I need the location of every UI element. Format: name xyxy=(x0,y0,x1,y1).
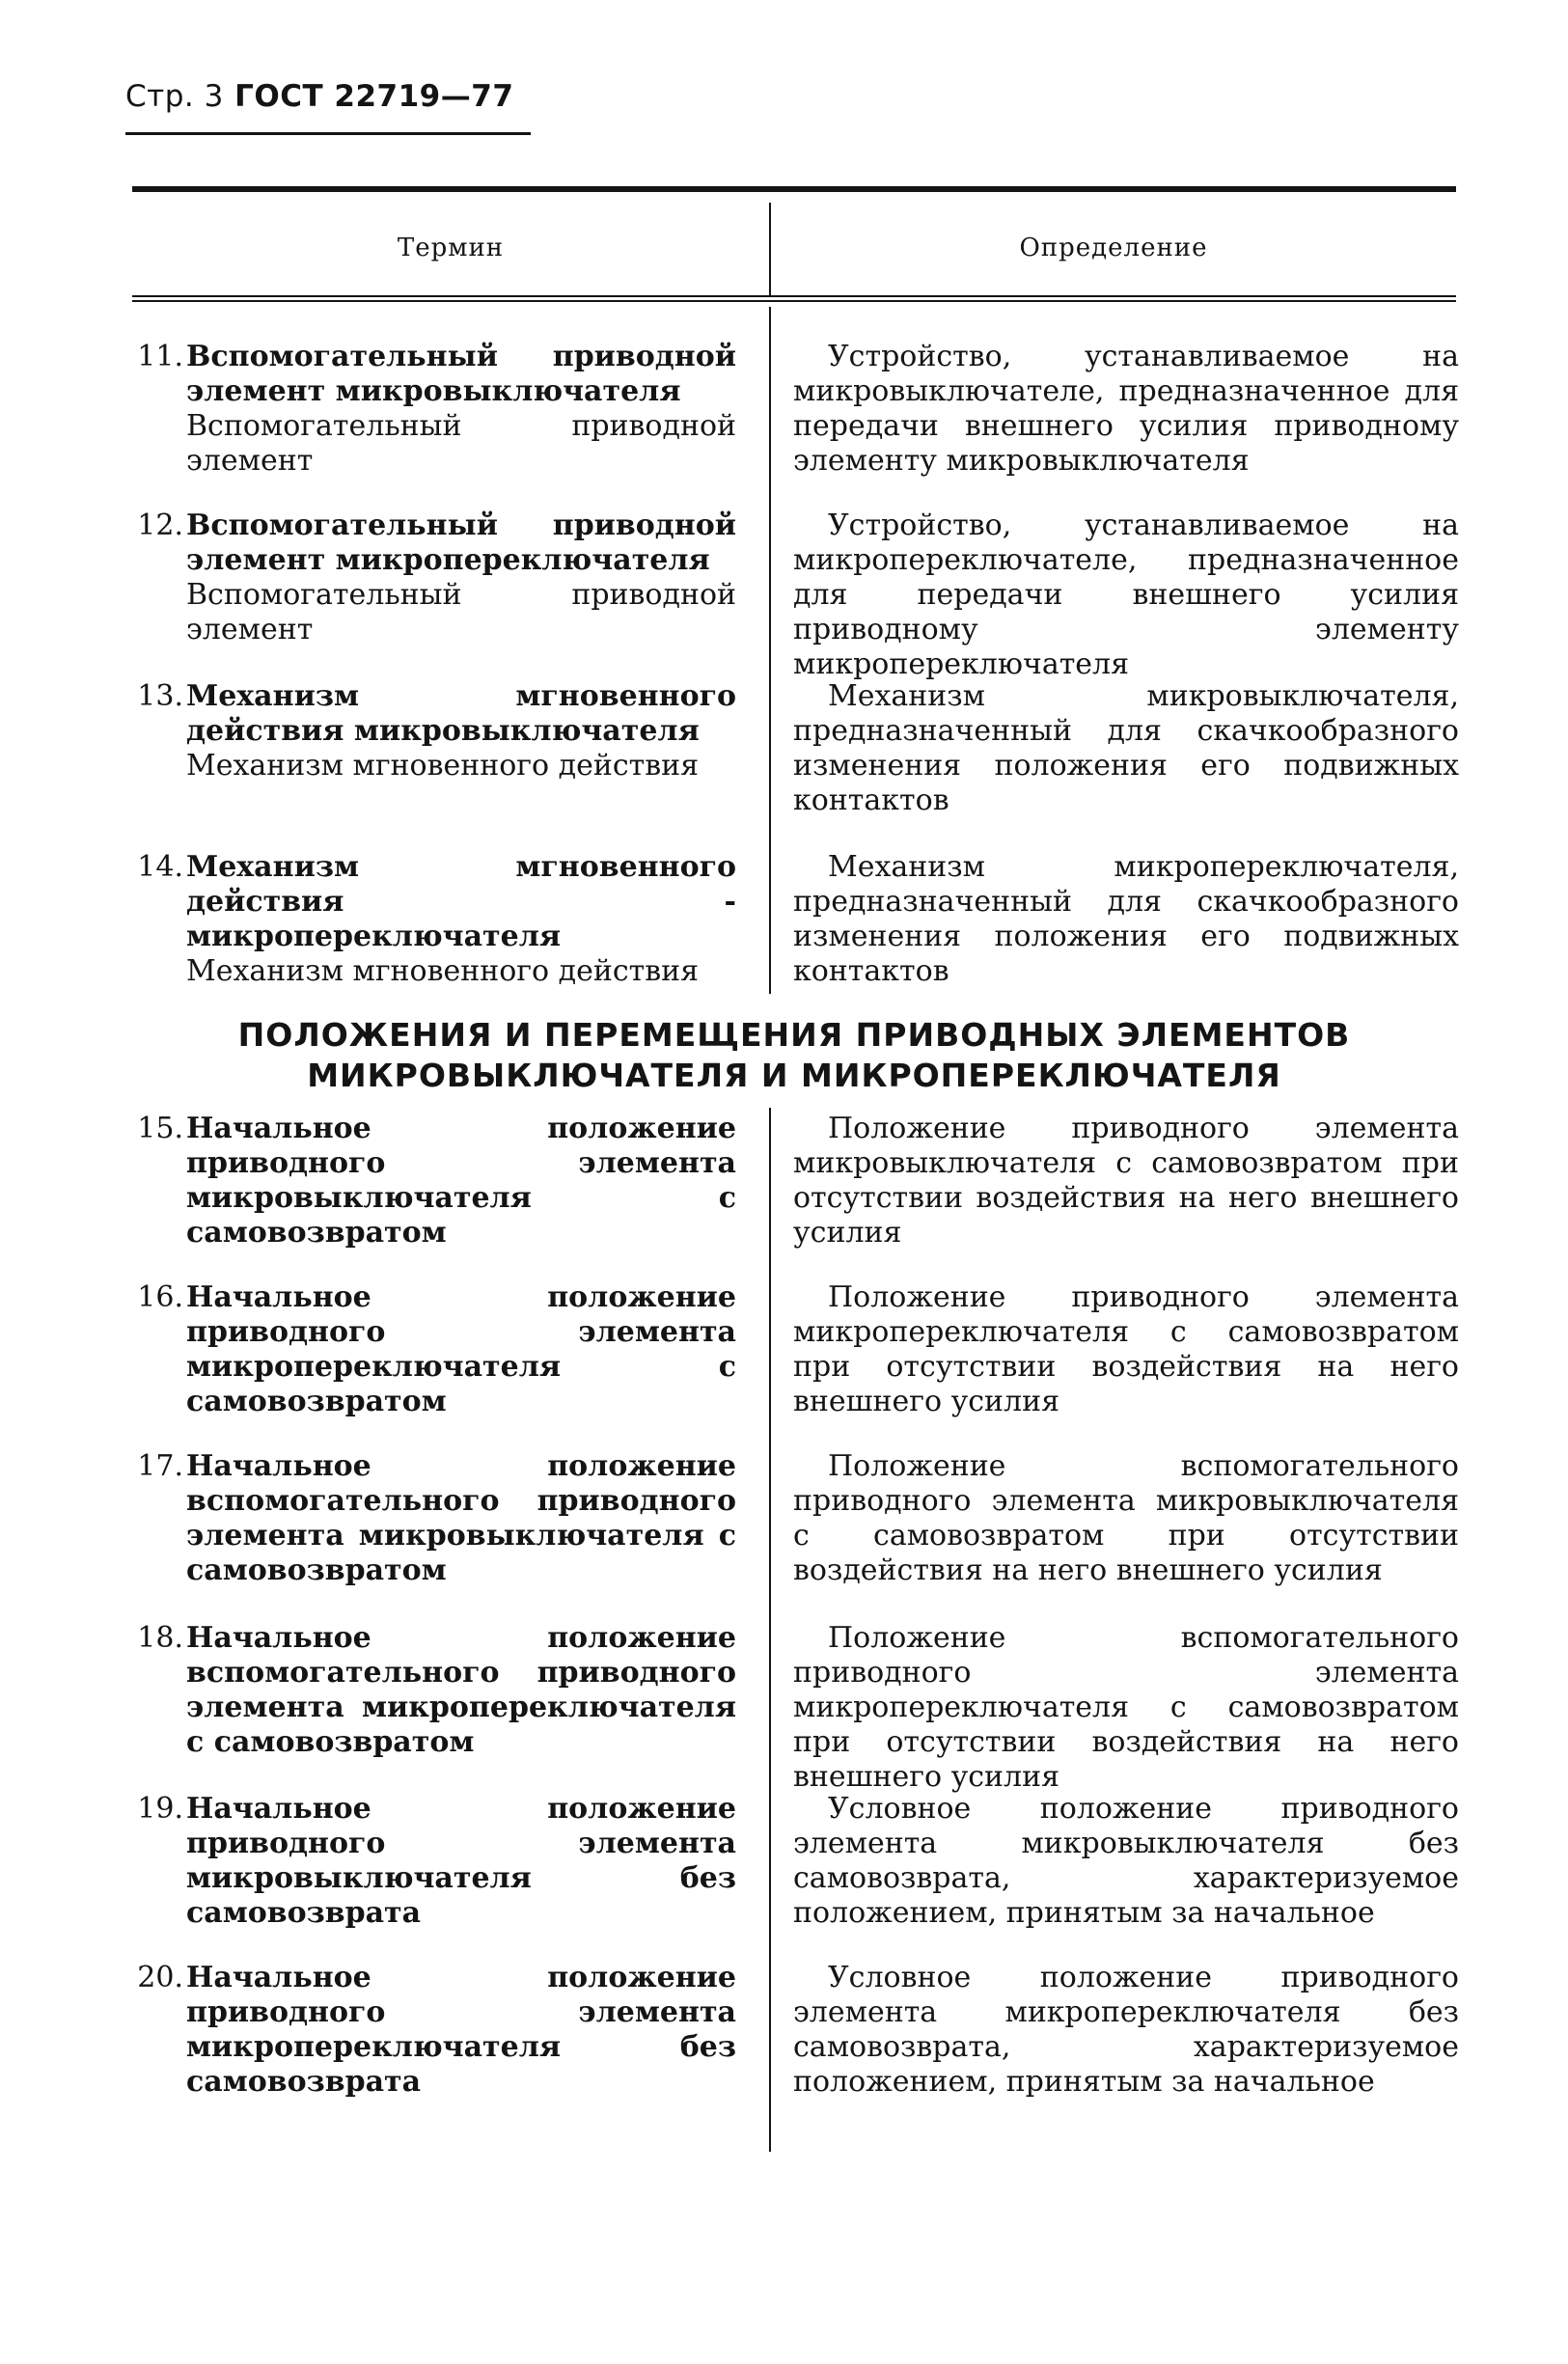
term-title: Начальное положение вспомогательного приводного элемента микропереключателя с самовозвратом xyxy=(186,1621,736,1759)
term-number: 14. xyxy=(137,850,183,884)
table-header-rule xyxy=(132,295,1456,297)
term-number: 12. xyxy=(137,509,183,542)
term-title: Вспомогательный приводной элемент микровыключателя xyxy=(186,340,736,408)
term-short: Механизм мгновенного действия xyxy=(186,749,700,783)
table-header-rule-double xyxy=(132,300,1456,302)
term-short: Механизм мгновенного действия xyxy=(186,954,700,988)
term-cell xyxy=(186,1280,736,1419)
definition-cell: Условное положение приводного элемента микропереключателя без самовозврата, характеризуемое положением, принятым за начальное xyxy=(793,1961,1459,2099)
definition-cell: Положение приводного элемента микровыключателя с самовозвратом при отсутствии воздействия на него внешнего усилия xyxy=(793,1112,1459,1250)
definition-cell: Устройство, устанавливаемое на микровыключателе, предназначенное для передачи внешнего усилия приводному элементу микровыключателя xyxy=(793,340,1459,478)
header-underline xyxy=(125,132,531,135)
definition-cell: Механизм микровыключателя, предназначенный для скачкообразного изменения положения его подвижных контактов xyxy=(793,679,1459,817)
column-header-definition: Определение xyxy=(1019,234,1208,262)
term-number: 11. xyxy=(137,340,183,373)
definition-cell: Устройство, устанавливаемое на микропереключателе, предназначенное для передачи внешнего усилия приводному элементу микропереключателя xyxy=(793,509,1459,681)
column-header-term: Термин xyxy=(397,234,505,262)
term-cell xyxy=(186,509,736,647)
term-title: Механизм мгновенного действия - микропереключателя xyxy=(186,850,736,953)
term-title: Механизм мгновенного действия микровыключателя xyxy=(186,679,736,748)
table-top-rule xyxy=(132,186,1456,192)
standard-code: ГОСТ 22719—77 xyxy=(234,79,514,114)
term-number: 17. xyxy=(137,1449,183,1483)
term-cell xyxy=(186,679,736,783)
section-title-line2: МИКРОВЫКЛЮЧАТЕЛЯ И МИКРОПЕРЕКЛЮЧАТЕЛЯ xyxy=(307,1057,1281,1094)
term-cell xyxy=(186,1621,736,1760)
definition-cell: Положение приводного элемента микропереключателя с самовозвратом при отсутствии воздействия на него внешнего усилия xyxy=(793,1280,1459,1418)
term-number: 15. xyxy=(137,1112,183,1145)
term-short: Вспомогательный приводной элемент xyxy=(186,409,736,478)
definition-cell: Положение вспомогательного приводного элемента микровыключателя с самовозвратом при отсутствии воздействия на него внешнего усилия xyxy=(793,1449,1459,1587)
term-cell xyxy=(186,1449,736,1588)
term-number: 13. xyxy=(137,679,183,713)
section-title-line1: ПОЛОЖЕНИЯ И ПЕРЕМЕЩЕНИЯ ПРИВОДНЫХ ЭЛЕМЕНТОВ xyxy=(237,1016,1351,1054)
term-cell xyxy=(186,1112,736,1251)
term-cell xyxy=(186,1792,736,1931)
term-number: 16. xyxy=(137,1280,183,1314)
definition-cell: Условное положение приводного элемента микровыключателя без самовозврата, характеризуемое положением, принятым за начальное xyxy=(793,1792,1459,1930)
term-title: Начальное положение приводного элемента микровыключателя с самовозвратом xyxy=(186,1112,736,1250)
term-cell xyxy=(186,340,736,479)
column-divider-part1 xyxy=(769,307,771,994)
term-title: Начальное положение приводного элемента микропереключателя с самовозвратом xyxy=(186,1280,736,1418)
section-title xyxy=(132,1015,1456,1096)
definition-cell: Положение вспомогательного приводного элемента микропереключателя с самовозвратом при отсутствии воздействия на него внешнего усилия xyxy=(793,1621,1459,1794)
term-title: Вспомогательный приводной элемент микропереключателя xyxy=(186,509,736,577)
term-short: Вспомогательный приводной элемент xyxy=(186,578,736,646)
term-cell xyxy=(186,850,736,989)
term-number: 20. xyxy=(137,1961,183,1994)
column-divider-part2 xyxy=(769,1108,771,2152)
page-header xyxy=(125,79,513,114)
term-title: Начальное положение приводного элемента микровыключателя без самовозврата xyxy=(186,1792,736,1930)
term-number: 18. xyxy=(137,1621,183,1655)
term-title: Начальное положение вспомогательного приводного элемента микровыключателя с самовозвратом xyxy=(186,1449,736,1587)
page-number: Стр. 3 xyxy=(125,79,224,114)
term-cell xyxy=(186,1961,736,2100)
term-number: 19. xyxy=(137,1792,183,1826)
definition-cell: Механизм микропереключателя, предназначенный для скачкообразного изменения положения его подвижных контактов xyxy=(793,850,1459,988)
term-title: Начальное положение приводного элемента микропереключателя без самовозврата xyxy=(186,1961,736,2099)
